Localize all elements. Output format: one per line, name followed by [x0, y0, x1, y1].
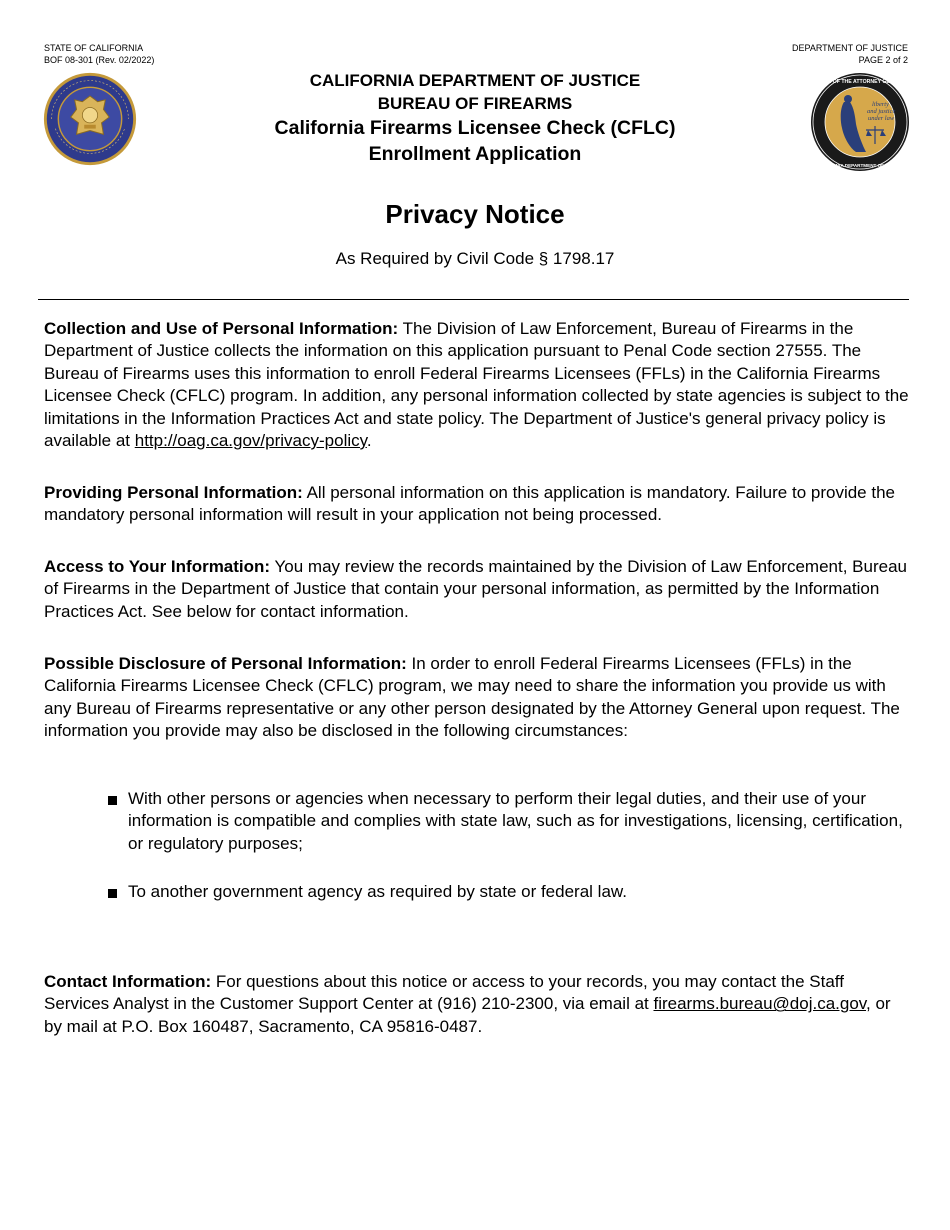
bullet-square-icon	[108, 889, 117, 898]
seal-ring-text-bottom: CALIFORNIA DEPARTMENT OF JUSTICE	[815, 163, 905, 168]
collection-label: Collection and Use of Personal Information:	[44, 319, 399, 338]
bureau-of-firearms-seal-icon	[42, 71, 138, 167]
privacy-policy-link[interactable]: http://oag.ca.gov/privacy-policy	[134, 431, 367, 451]
seal-motto-3: under law	[868, 115, 895, 122]
state-label: STATE OF CALIFORNIA	[44, 43, 144, 53]
page-identifier	[792, 42, 908, 66]
seal-motto-1: liberty	[872, 101, 889, 108]
form-number: BOF 08-301 (Rev. 02/2022)	[44, 55, 155, 65]
disclosure-label: Possible Disclosure of Personal Information:	[44, 654, 407, 673]
disclosure-bullet-list-2	[106, 881, 906, 903]
bureau-title: BUREAU OF FIREARMS	[377, 94, 573, 113]
collection-section	[44, 318, 910, 452]
contact-section	[44, 971, 910, 1038]
attorney-general-seal-icon	[810, 72, 910, 172]
seal-ring-text-top: OFFICE OF THE ATTORNEY GENERAL	[812, 79, 908, 85]
department-label: DEPARTMENT OF JUSTICE	[791, 43, 908, 53]
disclosure-section	[44, 653, 910, 743]
seal-motto-2: and justice	[867, 108, 896, 115]
contact-tail: , or by mail at P.O. Box 160487, Sacramento, CA 95816-0487.	[44, 994, 891, 1036]
list-item	[106, 788, 906, 855]
notice-subtitle: As Required by Civil Code § 1798.17	[335, 249, 615, 268]
bullet-text: To another government agency as required by state or federal law.	[128, 882, 627, 901]
collection-text: The Division of Law Enforcement, Bureau of Firearms in the Department of Justice collects the information on this application pursuant to Penal Code section 27555. The Bureau of Firearms uses this information to enroll Federal Firearms Licensees (FFLs) in the California Firearms Licensee Check (CFLC) program. In addition, any personal information collected by state agencies is subject to the limitations in the Information Practices Act and state policy. The Department of Justice's general privacy policy is available at	[44, 319, 909, 451]
providing-section	[44, 482, 910, 527]
providing-text: All personal information on this application is mandatory. Failure to provide the mandatory personal information will result in your application not being processed.	[44, 483, 895, 525]
header-divider	[38, 299, 909, 300]
document-title-block	[150, 69, 800, 167]
agency-title: CALIFORNIA DEPARTMENT OF JUSTICE	[309, 71, 641, 90]
page-number: PAGE 2 of 2	[858, 55, 908, 65]
contact-text: For questions about this notice or access to your records, you may contact the Staff Services Analyst in the Customer Support Center at (916) 210-2300, via email at	[44, 972, 844, 1014]
form-identifier	[44, 42, 154, 66]
disclosure-bullet-list	[106, 788, 906, 855]
providing-label: Providing Personal Information:	[44, 483, 303, 502]
bullet-square-icon	[108, 796, 117, 805]
bullet-text: With other persons or agencies when necessary to perform their legal duties, and their use of your information is compatible and complies with state law, such as for investigations, licensing, certification, or regulatory purposes;	[128, 789, 903, 853]
email-link[interactable]: firearms.bureau@doj.ca.gov	[653, 994, 867, 1014]
access-label: Access to Your Information:	[44, 557, 271, 576]
list-item	[106, 881, 906, 903]
form-title: Enrollment Application	[368, 143, 582, 165]
program-title: California Firearms Licensee Check (CFLC)	[274, 117, 676, 139]
notice-title: Privacy Notice	[385, 199, 565, 229]
collection-tail: .	[366, 431, 372, 451]
access-text: You may review the records maintained by the Division of Law Enforcement, Bureau of Firearms in the Department of Justice that contain your personal information, as permitted by the Information Practices Act. See below for contact information.	[44, 557, 907, 621]
access-section	[44, 556, 910, 623]
contact-label: Contact Information:	[44, 972, 212, 991]
disclosure-text: In order to enroll Federal Firearms Licensees (FFLs) in the California Firearms Licensee Check (CFLC) program, we may need to share the information you provide us with any Bureau of Firearms representative or any other person designated by the Attorney General upon request. The information you provide may also be disclosed in the following circumstances:	[44, 654, 900, 741]
